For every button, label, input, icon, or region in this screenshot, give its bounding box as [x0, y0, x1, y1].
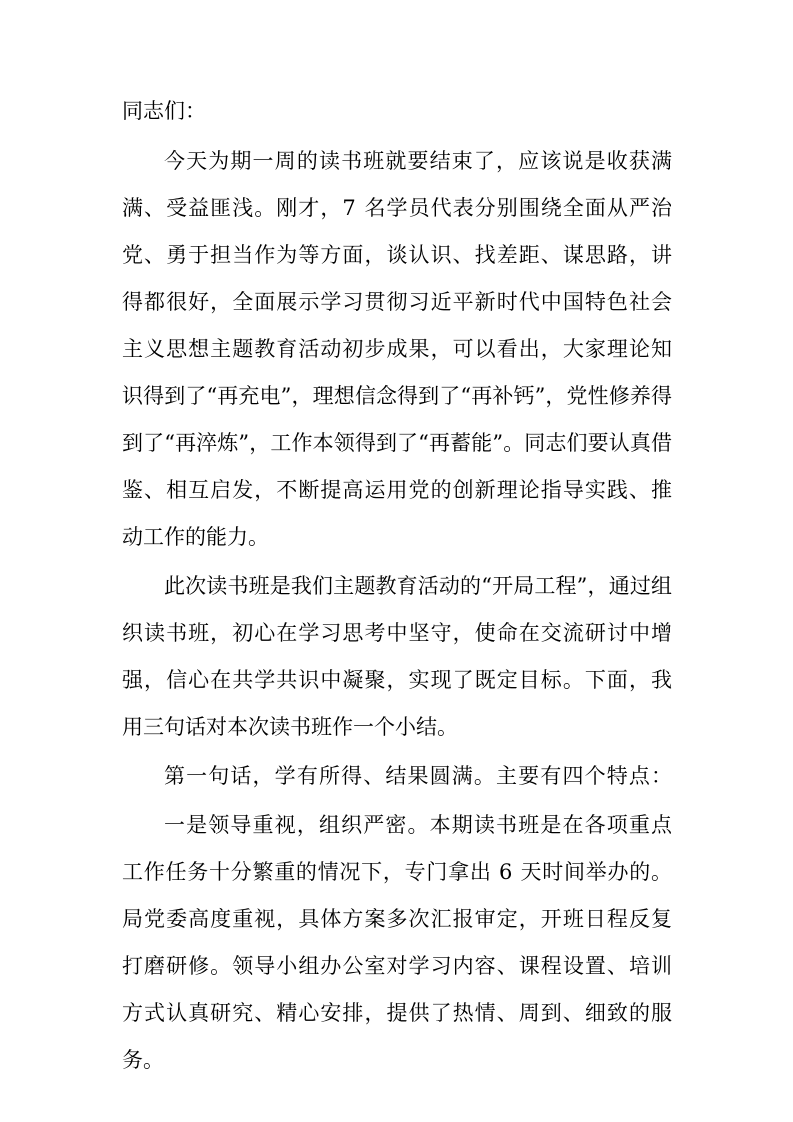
text-line [0, 522, 793, 552]
line-text: 打磨研修。领导小组办公室对学习内容、课程设置、培训 [122, 954, 674, 978]
line-text: 一是领导重视，组织严密。本期读书班是在各项重点 [164, 813, 674, 837]
line-text: 务。 [122, 1048, 164, 1072]
text-line [0, 998, 793, 1028]
line-text: 得都很好，全面展示学习贯彻习近平新时代中国特色社会 [122, 290, 674, 314]
text-line [0, 951, 793, 981]
text-line [0, 712, 793, 742]
line-text: 到了“再淬炼”，工作本领得到了“再蓄能”。同志们要认真借 [122, 431, 673, 455]
line-text: 满、受益匪浅。刚才，7 名学员代表分别围绕全面从严治 [122, 196, 674, 220]
line-text: 主义思想主题教育活动初步成果，可以看出，大家理论知 [122, 337, 674, 361]
text-line [0, 665, 793, 695]
line-text: 今天为期一周的读书班就要结束了，应该说是收获满 [164, 149, 674, 173]
text-line [0, 904, 793, 934]
text-line [0, 857, 793, 887]
text-line [0, 381, 793, 411]
text-line [0, 287, 793, 317]
line-text: 织读书班，初心在学习思考中坚守，使命在交流研讨中增 [122, 621, 674, 645]
salutation-line [0, 96, 793, 126]
line-text: 动工作的能力。 [122, 525, 269, 549]
line-text: 鉴、相互启发，不断提高运用党的创新理论指导实践、推 [122, 478, 674, 502]
text-line [0, 571, 793, 601]
line-text: 第一句话，学有所得、结果圆满。主要有四个特点： [164, 764, 674, 788]
text-line [0, 334, 793, 364]
line-text: 局党委高度重视，具体方案多次汇报审定，开班日程反复 [122, 907, 674, 931]
line-text: 方式认真研究、精心安排，提供了热情、周到、细致的服 [122, 1001, 674, 1025]
text-line [0, 810, 793, 840]
line-text: 工作任务十分繁重的情况下，专门拿出 6 天时间举办的。 [122, 860, 673, 884]
line-text: 此次读书班是我们主题教育活动的“开局工程”，通过组 [164, 574, 673, 598]
text-line [0, 475, 793, 505]
text-line [0, 428, 793, 458]
text-line [0, 1045, 793, 1075]
text-line [0, 240, 793, 270]
line-text: 党、勇于担当作为等方面，谈认识、找差距、谋思路，讲 [122, 243, 674, 267]
text-line [0, 761, 793, 791]
line-text: 强，信心在共学共识中凝聚，实现了既定目标。下面，我 [122, 668, 674, 692]
salutation: 同志们： [122, 99, 206, 123]
text-line [0, 146, 793, 176]
line-text: 识得到了“再充电”，理想信念得到了“再补钙”，党性修养得 [122, 384, 673, 408]
line-text: 用三句话对本次读书班作一个小结。 [122, 715, 458, 739]
text-line [0, 193, 793, 223]
text-line [0, 618, 793, 648]
